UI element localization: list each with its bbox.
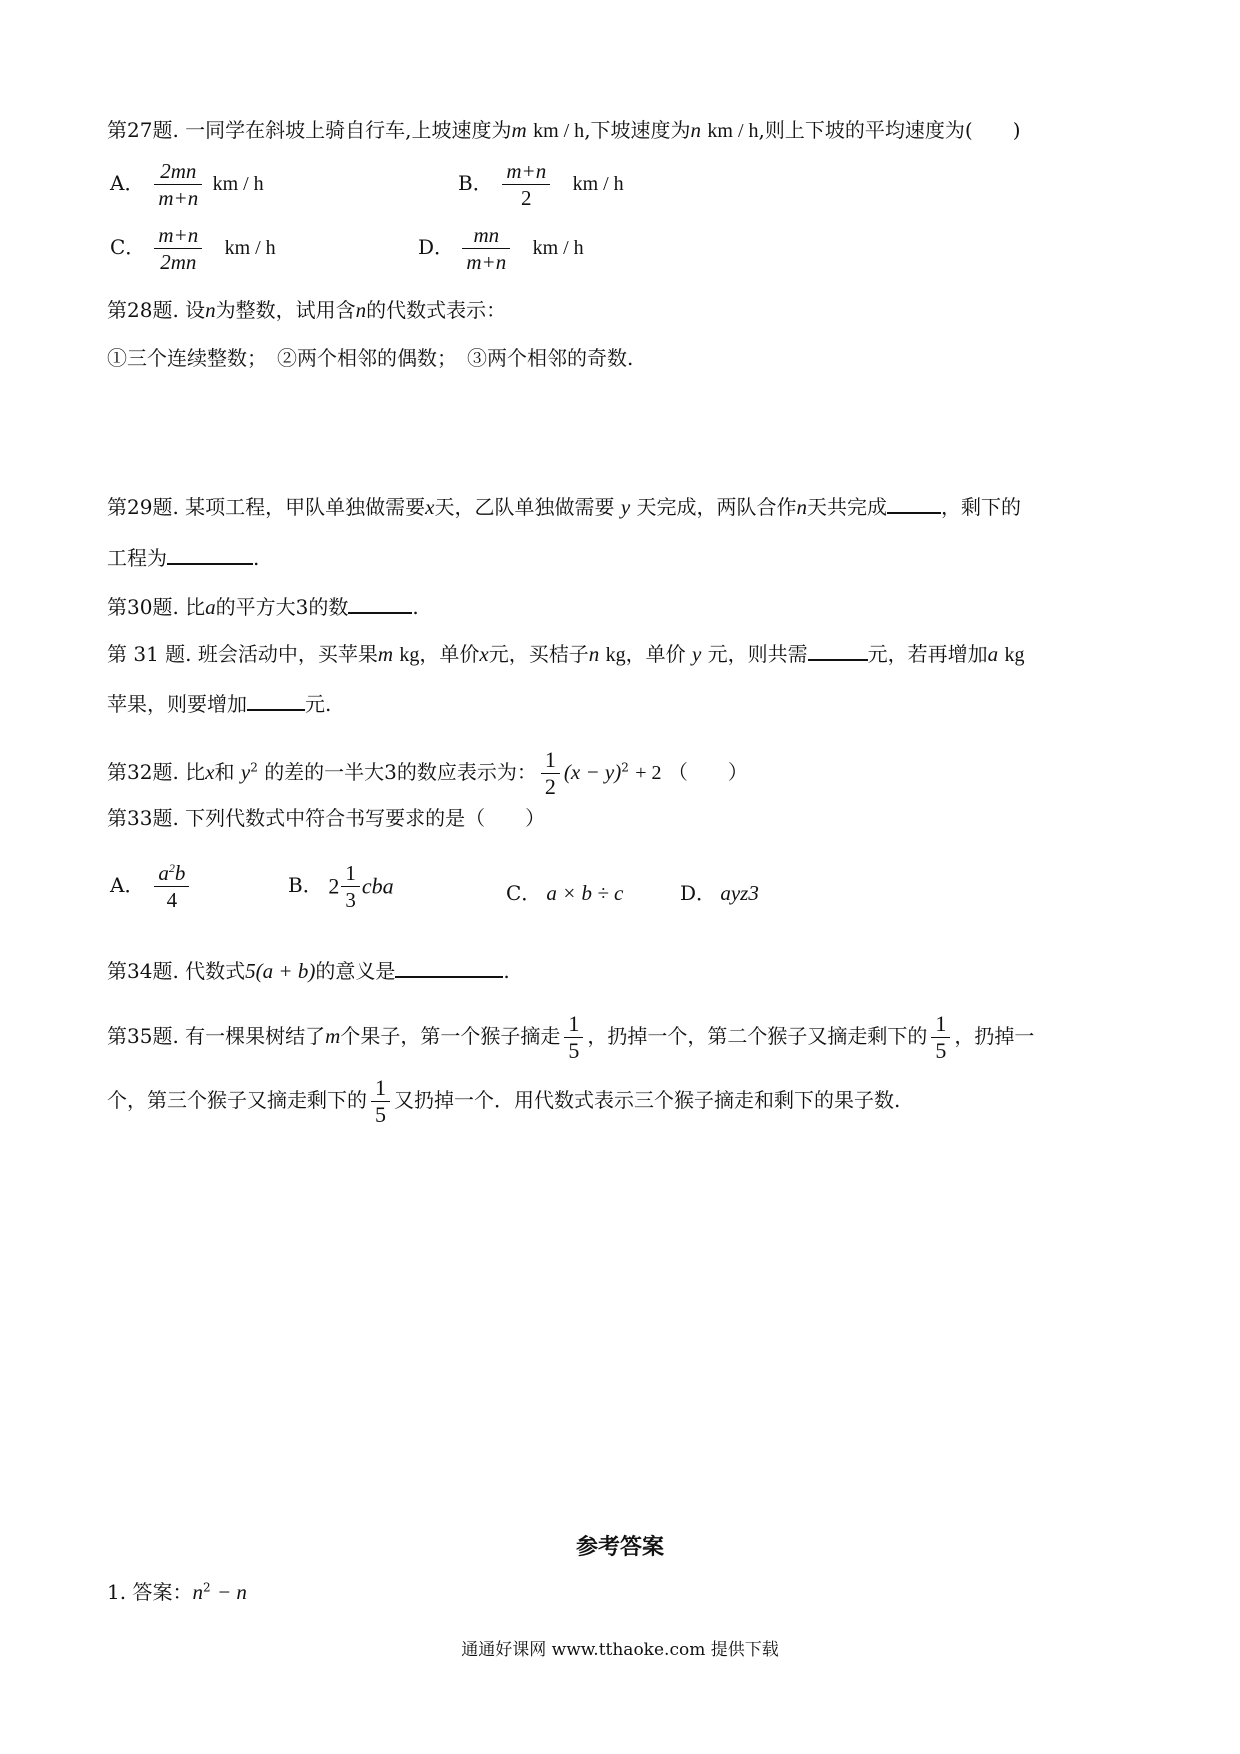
question-31-line2: 苹果，则要增加 元. [107,687,1140,718]
question-30: 第30题. 比a的平方大3的数 . [107,590,1140,621]
q27-option-a: A． $\frac{2mn}{m+n}$ km / h [110,159,264,210]
q33-option-c: C． a × b ÷ c [506,881,624,905]
question-32: 第32题. 比x和 $y^2$ 的差的一半大3的数应表示为： $\frac{1}{2}$ $(x - y)^2 + 2$ （ ） [107,747,748,799]
question-number: 第34题. [107,959,179,983]
answer-blank [247,687,305,711]
fraction: $\frac{1}{5}$ [371,1075,390,1128]
question-number: 第35题. [107,1024,179,1048]
question-33: 第33题. 下列代数式中符合书写要求的是（ ） [107,806,546,830]
fraction: $\frac{a^2b}{4}$ [154,860,189,913]
question-34: 第34题. 代数式5(a + b)的意义是 . [107,954,1140,985]
question-number: 第29题. [107,495,179,519]
fraction: $\frac{1}{5}$ [931,1011,950,1064]
question-number: 第33题. [107,806,179,830]
question-35: 第35题. 有一棵果树结了m个果子，第一个猴子摘走 $\frac{1}{5}$ ，扔掉一个，第二个猴子又摘走剩下的 $\frac{1}{5}$ ，扔掉一 [107,1011,1035,1063]
answer-blank [808,637,868,661]
question-31: 第 31 题. 班会活动中，买苹果m kg，单价x元，买桔子n kg，单价 y 元，则共需 元，若再增加a kg [107,637,1140,669]
q33-option-d: D． ayz3 [680,881,759,905]
fraction: $\frac{2mn}{m+n}$ [154,158,202,211]
fraction: $\frac{1}{5}$ [564,1011,583,1064]
question-28-parts: ①三个连续整数； ②两个相邻的偶数； ③两个相邻的奇数. [107,346,634,370]
answers-heading: 参考答案 [575,1535,664,1560]
fraction: $\frac{1}{3}$ [341,860,360,913]
question-35-line2: 个，第三个猴子又摘走剩下的 $\frac{1}{5}$ 又扔掉一个．用代数式表示三个猴子摘走和剩下的果子数. [107,1075,901,1127]
answer-blank [167,541,253,565]
question-29-line2: 工程为 . [107,541,1140,572]
answer-1: 1. 答案：$n^2 - n$ [107,1580,247,1604]
q27-option-b: B． $\frac{m+n}{2}$ km / h [458,159,624,210]
question-28: 第28题. 设n为整数，试用含n的代数式表示： [107,298,507,322]
question-number: 第27题. [107,118,179,142]
answer-blank [348,590,412,614]
answer-blank [887,490,941,514]
question-number: 第30题. [107,595,179,619]
fraction: $\frac{m+n}{2}$ [502,158,550,211]
fraction: $\frac{m+n}{2mn}$ [154,222,202,275]
answer-blank [395,954,503,978]
question-27: 第27题. 一同学在斜坡上骑自行车,上坡速度为m km / h,下坡速度为n km / h,则上下坡的平均速度为( ) [107,118,1021,142]
footer: 通通好课网 www.tthaoke.com 提供下载 [461,1640,779,1660]
q27-option-d: D． $\frac{mn}{m+n}$ km / h [418,223,584,274]
q33-option-a: A． $\frac{a^2b}{4}$ [110,860,193,913]
fraction: $\frac{1}{2}$ [541,747,560,800]
question-number: 第28题. [107,298,179,322]
fraction: $\frac{mn}{m+n}$ [462,222,510,275]
q27-option-c: C． $\frac{m+n}{2mn}$ km / h [110,223,276,274]
question-29: 第29题. 某项工程，甲队单独做需要x天，乙队单独做需要 y 天完成，两队合作n天共完成 ，剩下的 [107,490,1140,521]
q33-option-b: B． 2 $\frac{1}{3}$ cba [288,861,394,912]
question-number: 第 31 题. [107,642,192,666]
question-number: 第32题. [107,760,179,784]
